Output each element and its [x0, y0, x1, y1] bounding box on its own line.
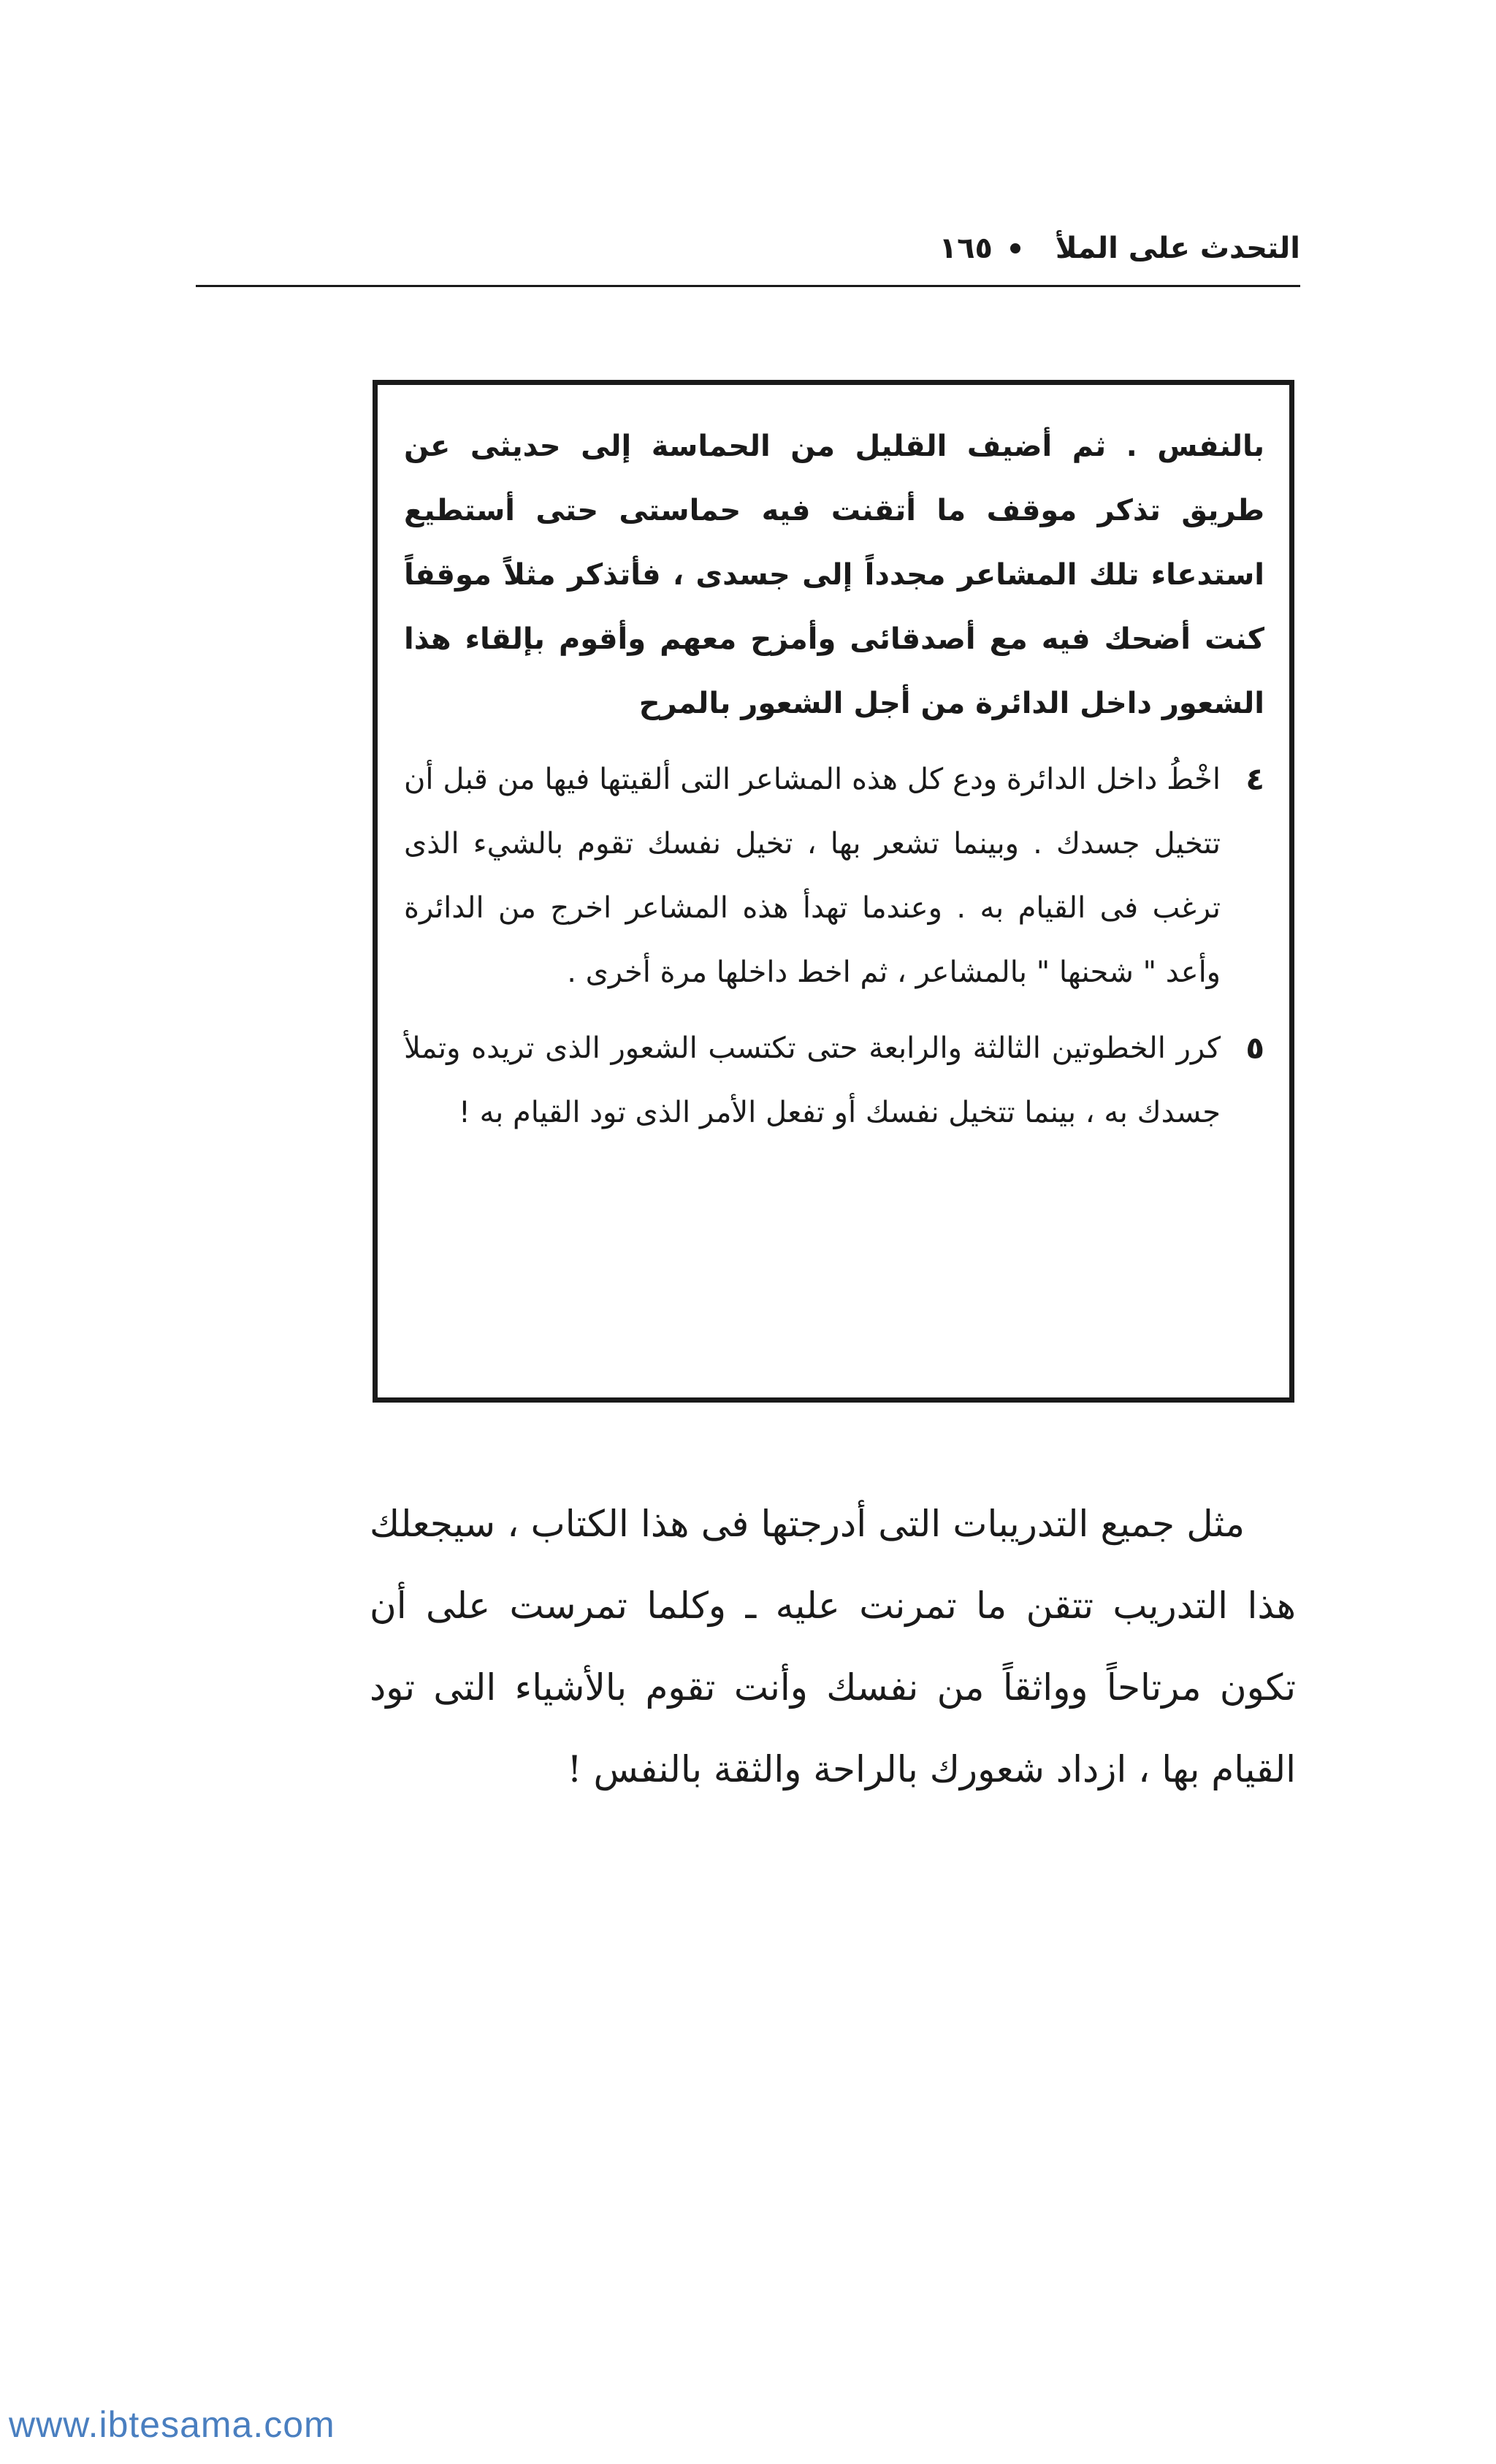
watermark-text: www.ibtesama.com [9, 2404, 335, 2445]
running-title: التحدث على الملأ [1055, 232, 1300, 265]
box-intro-paragraph: بالنفس . ثم أضيف القليل من الحماسة إلى حديثى عن طريق تذكر موقف ما أتقنت فيه حماستى حتى أستطيع استدعاء تلك المشاعر مجدداً إلى جسدى ، فأتذكر مثلاً موقفاً كنت أضحك فيه مع أصدقائى وأمزح معهم وأقوم بإلقاء هذا الشعور داخل الدائرة من أجل الشعور بالمرح [404, 430, 1264, 720]
step-text: كرر الخطوتين الثالثة والرابعة حتى تكتسب الشعور الذى تريده وتملأ جسدك به ، بينما تتخيل نفسك أو تفعل الأمر الذى تود القيام به ! [404, 1031, 1221, 1129]
exercise-box [373, 380, 1294, 1403]
page-header [196, 219, 1300, 278]
header-divider [196, 285, 1300, 287]
step-item-4 [404, 747, 1264, 1004]
body-paragraph: مثل جميع التدريبات التى أدرجتها فى هذا الكتاب ، سيجعلك هذا التدريب تتقن ما تمرنت عليه ـ وكلما تمرست على أن تكون مرتاحاً وواثقاً من نفسك وأنت تقوم بالأشياء التى تود القيام بها ، ازداد شعورك بالراحة والثقة بالنفس ! [370, 1503, 1296, 1790]
page-number: ١٦٥ [939, 232, 993, 265]
step-item-5 [404, 1016, 1264, 1145]
step-text: اخْطُ داخل الدائرة ودع كل هذه المشاعر التى ألقيتها فيها من قبل أن تتخيل جسدك . وبينما تشعر بها ، تخيل نفسك تقوم بالشيء الذى ترغب فى القيام به . وعندما تهدأ هذه المشاعر اخرج من الدائرة وأعد " شحنها " بالمشاعر ، ثم اخط داخلها مرة أخرى . [404, 763, 1221, 989]
step-number: ٤ [1245, 761, 1264, 797]
step-number: ٥ [1245, 1030, 1264, 1066]
separator-dot-icon [1010, 243, 1020, 253]
